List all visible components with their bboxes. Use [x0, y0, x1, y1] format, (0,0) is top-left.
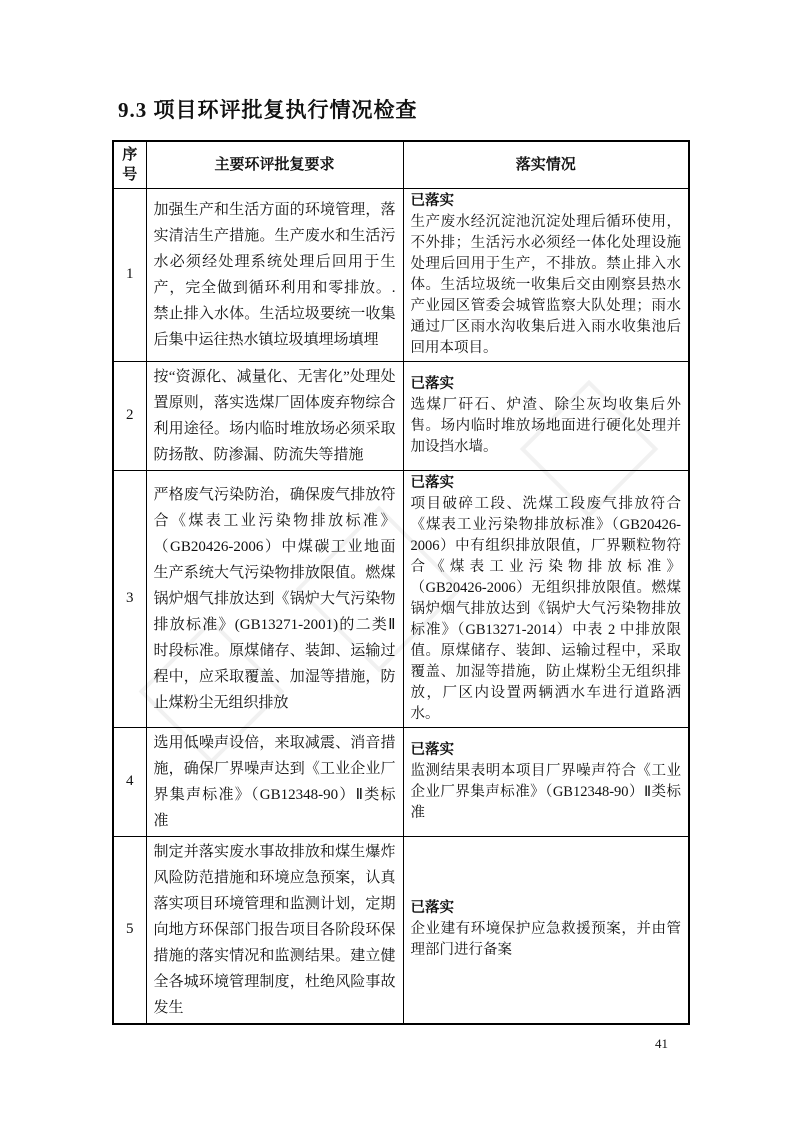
- row-index: 2: [113, 361, 146, 470]
- status-label: 已落实: [410, 375, 454, 392]
- status-cell: [403, 470, 689, 727]
- status-label: 已落实: [410, 900, 454, 916]
- row-index: 4: [113, 727, 146, 836]
- status-detail: 选煤厂矸石、炉渣、除尘灰均收集后外售。场内临时堆放场地面进行硬化处理并加设挡水墙。: [410, 396, 681, 455]
- table-row: [113, 836, 689, 1024]
- page-number: 41: [655, 1036, 668, 1051]
- row-index: 5: [113, 836, 146, 1024]
- requirement-cell: 严格废气污染防治，确保废气排放符合《煤表工业污染物排放标准》（GB20426-2006）中煤碳工业地面生产系统大气污染物排放限值。燃煤锅炉烟气排放达到《锅炉大气污染物排放标准》(GB13271-2001)的二类Ⅱ时段标准。原煤储存、装卸、运输过程中，应采取覆盖、加湿等措施，防止煤粉尘无组织排放: [146, 470, 403, 727]
- header-status: 落实情况: [403, 141, 689, 188]
- row-index: 3: [113, 470, 146, 727]
- requirement-cell: 按“资源化、减量化、无害化”处理处置原则，落实选煤厂固体废弃物综合利用途径。场内临时堆放场必须采取防扬散、防渗漏、防流失等措施: [146, 361, 403, 470]
- requirement-cell: 加强生产和生活方面的环境管理，落实清洁生产措施。生产废水和生活污水必须经处理系统处理后回用于生产，完全做到循环利用和零排放。.禁止排入水体。生活垃圾要统一收集后集中运往热水镇垃圾填埋场填埋: [146, 188, 403, 361]
- status-cell: [403, 188, 689, 361]
- table-row: [113, 188, 689, 361]
- requirement-cell: 制定并落实废水事故排放和煤生爆炸风险防范措施和环境应急预案，认真落实项目环境管理和监测计划，定期向地方环保部门报告项目各阶段环保措施的落实情况和监测结果。建立健全各城环境管理制度，杜绝风险事故发生: [146, 836, 403, 1024]
- status-detail: 企业建有环境保护应急救援预案，并由管理部门进行备案: [410, 921, 681, 958]
- table-header-row: [113, 141, 689, 188]
- header-requirement: 主要环评批复要求: [146, 141, 403, 188]
- row-index: 1: [113, 188, 146, 361]
- table-row: [113, 727, 689, 836]
- status-label: 已落实: [410, 474, 454, 491]
- requirement-cell: 选用低噪声设倍，来取减震、消音措施，确保厂界噪声达到《工业企业厂界集声标准》（GB12348-90）Ⅱ类标准: [146, 727, 403, 836]
- eia-approval-table: [112, 140, 690, 1025]
- status-cell: [403, 836, 689, 1024]
- table-row: [113, 470, 689, 727]
- status-detail: 项目破碎工段、洗煤工段废气排放符合《煤表工业污染物排放标准》（GB20426-2006）中有组织排放限值，厂界颗粒物符合《煤表工业污染物排放标准》（GB20426-2006）无组织排放限值。燃煤锅炉烟气排放达到《锅炉大气污染物排放标准》（GB13271-2014）中表 2 中排放限值。原煤储存、装卸、运输过程中，采取覆盖、加湿等措施，防止煤粉尘无组织排放，厂区内设置两辆洒水车进行道路洒水。: [410, 495, 681, 722]
- header-index: 序号: [113, 141, 146, 188]
- status-cell: [403, 361, 689, 470]
- table-row: [113, 361, 689, 470]
- status-cell: [403, 727, 689, 836]
- section-title: 9.3 项目环评批复执行情况检查: [118, 98, 418, 122]
- status-label: 已落实: [410, 741, 454, 758]
- status-label: 已落实: [410, 192, 454, 209]
- status-detail: 生产废水经沉淀池沉淀处理后循环使用，不外排；生活污水必须经一体化处理设施处理后回用于生产，不排放。禁止排入水体。生活垃圾统一收集后交由刚察县热水产业园区管委会城管监察大队处理；雨水通过厂区雨水沟收集后进入雨水收集池后回用本项目。: [410, 213, 681, 356]
- status-detail: 监测结果表明本项目厂界噪声符合《工业企业厂界集声标准》（GB12348-90）Ⅱ类标准: [410, 762, 681, 821]
